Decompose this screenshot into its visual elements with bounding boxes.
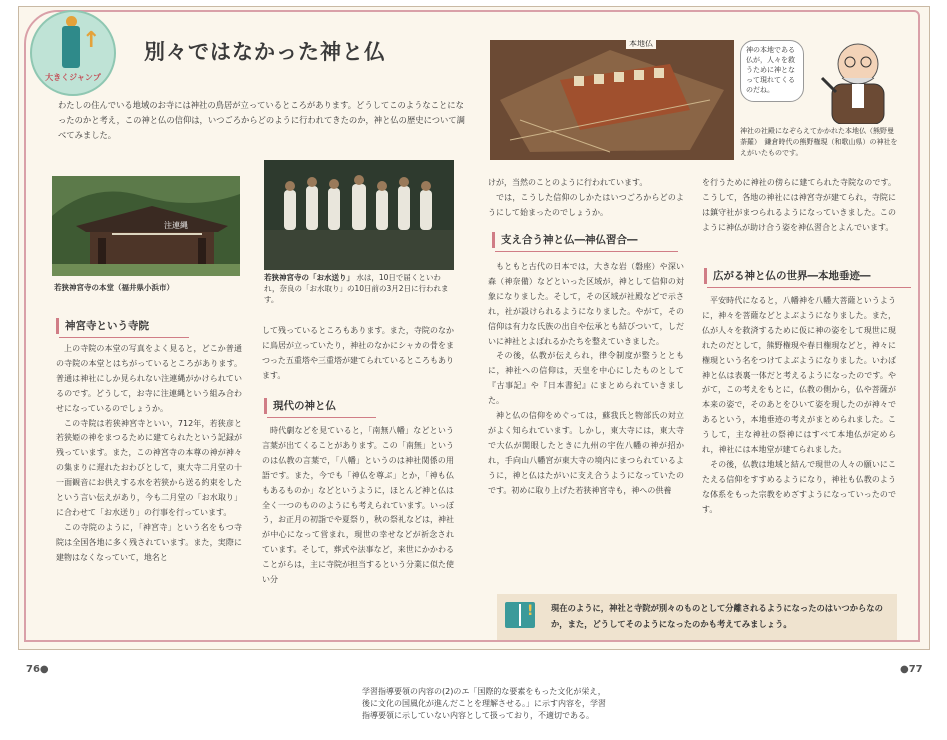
omizu-photo-image [264,160,454,270]
heading-gendai [264,398,336,414]
omizu-caption [264,272,456,305]
think-prompt-text: 現在のように，神社と寺院が別々のものとして分離されるようになったのはいつからなのか，また，どうしてそのようになったのかも考えてみましょう。 [551,603,883,629]
mandala-image [490,40,734,160]
page-number-right: ●77 [900,664,923,675]
heading-shinbutsu-shugo [492,232,638,248]
omizu-photo [264,160,454,270]
honjibutsu-label: 本地仏 [626,40,656,49]
column-2 [262,424,454,588]
up-arrow-icon: ↑ [82,28,101,53]
column-2-top: して残っているところもあります。また，寺院のなかに鳥居が立っていたり，神社のなかにシャカの骨をまつった五重塔や三重塔が建てられているところもあります。 [262,326,454,380]
think-prompt-box [497,594,897,640]
shimenawa-label: 注連縄 [164,221,188,230]
page-number-left: 76● [26,664,49,675]
heading-jinguji-text: 神宮寺という寺院 [65,320,149,332]
col3-paragraph: もともと古代の日本では，大きな岩（磐座）や深い森（神奈備）などといった区域が，神として信仰の対象になりました。そして，その区域が社殿などで示され，社が設けられるようになりました。やがて，その信仰は有力な氏族の出自や伝承とも結びついて，しだいに神社とよばれるかたちを整えていきました。 [488,262,684,346]
temple-photo-image [52,176,240,276]
mandala-caption: 神社の社殿になぞらえてかかれた本地仏（熊野曼荼羅） 鎌倉時代の熊野権現（和歌山県）の神社をえがいたものです。 [740,127,898,157]
heading-gendai-text: 現代の神と仏 [273,400,336,412]
omizu-caption-body: 水は，10日で届くといわれ，奈良の「お水取り」の10日前の3月2日に行われます。 [264,273,449,304]
mandala-painting [490,40,734,160]
jump-badge [30,10,116,96]
column-4 [702,294,896,518]
book-exclamation-icon: ! [505,602,535,628]
col1-paragraph: この寺院のように，「神宮寺」という名をもつ寺院は全国各地に多く残されています。また，実際に建物はなくなっていて，地名と [56,522,242,562]
heading-shinbutsu-shugo-text: 支え合う神と仏―神仏習合― [501,234,638,246]
col1-paragraph: 上の寺院の本堂の写真をよく見ると，どこか普通の寺院の本堂とはちがっているところがあります。普通は神社にしか見られない注連縄がかけられているのです。どうして，お寺に注連縄という組み合わせになっているのでしょうか。 [56,344,242,413]
col3-paragraph: その後，仏教が伝えられ，律令制度が整うとともに，神社への信仰は，天皇を中心にしたものとして『古事記』や『日本書紀』にまとめられていきました。 [488,351,684,406]
column-3 [488,260,684,499]
column-3-top [488,176,684,221]
heading-honji-suijaku [704,268,871,284]
col3-top-paragraph: では，こうした信仰のしかたはいつごろからどのようにして始まったのでしょうか。 [488,192,684,217]
column-4-top: を行うために神社の傍らに建てられた寺院なのです。こうして，各地の神社には神宮寺が建てられ，寺院には鎮守社がまつられるようになっていきました。このように神仏が助け合う姿を神仏習合とよんでいます。 [702,178,896,232]
temple-caption: 若狭神宮寺の本堂（福井県小浜市） [54,283,174,292]
professor-illustration [812,38,902,124]
col3-top-line: けが，当然のことのように行われています。 [488,178,648,187]
omizu-caption-title: 若狭神宮寺の「お水送り」 [264,273,354,282]
intro-text: わたしの住んでいる地域のお寺には神社の鳥居が立っているところがあります。どうしてこのようなことになったのかと考え，この神と仏の信仰は，いつごろからどのように行われてきたのか，神と仏の歴史について調べてみました。 [58,100,465,140]
column-1 [56,342,242,566]
badge-label: 大きくジャンプ [45,73,101,82]
col4-paragraph: その後，仏教は地域と結んで現世の人々の願いにこたえる信仰をすすめるようになり，神社も仏教のような体系をもった宗教をめざすようになっていったのです。 [702,459,896,514]
temple-photo [52,176,240,276]
heading-honji-suijaku-text: 広がる神と仏の世界―本地垂迹― [713,270,871,282]
curriculum-footnote: 学習指導要領の内容の(2)のエ「国際的な要素をもった文化が栄え，後に文化の国風化が進んだことを理解させる。」に示す内容を，学習指導要領に示していない内容として扱っており，不適切である。 [362,687,606,720]
col2-paragraph: 時代劇などを見ていると，「南無八幡」などという言葉が出てくることがあります。この「南無」というのは仏教の言葉で，「八幡」というのは神社関係の用語です。また，今でも「神仏を尊ぶ」とか，「神も仏もあるものか」などというように，ほとんど神と仏は全く一つのもののようにも考えられています。いっぽう，お正月の初詣でや夏祭り，秋の祭礼などは，神社が中心になって営まれ，現世の幸せなどが祈念されています。そして，葬式や法事など，来世にかかわることがらは，主に寺院が担当するという分業に似た使い分 [262,426,454,585]
heading-jinguji [56,318,149,334]
col4-paragraph: 平安時代になると，八幡神を八幡大菩薩というように，神々を菩薩などとよぶようになりました。また，仏が人々を救済するために仮に神の姿をして現世に現れたのだとして，熊野権現や春日権現などと，神々に権現という名をつけてよぶようになりました。いわば神と仏は表裏一体だと考えるようになったのです。やがて，この考えをもとに，仏教の側から，仏や菩薩が本来の姿で，そのあとをひいて姿を現したのが神々であるという，本地垂迹の考えがまとめられました。こうして，主な神社の祭神にはすべて本地仏が定められ，神社には本地堂が建てられました。 [702,296,896,455]
page-title: 別々ではなかった神と仏 [144,40,386,64]
col3-paragraph: 神と仏の信仰をめぐっては，蘇我氏と物部氏の対立がよく知られています。しかし，東大寺には，東大寺で大仏が開眼したときに九州の宇佐八幡の神が招かれ，手向山八幡宮が東大寺の境内にまつられているように，神と仏はたがいに支え合うようになっていたのです。初めに取り上げた若狭神宮寺も，神への供養 [488,411,684,495]
badge-post-icon [62,26,80,68]
col1-paragraph: この寺院は若狭神宮寺といい，712年，若狭彦と若狭姫の神をまつるために建てられたという記録が残っています。また，この神宮寺の本尊の神が神々の集まりに遅れたおわびとして，東大寺二月堂の十一面観音にお供えする水を若狭から送る約束をしたという言い伝えがあり，今も二月堂の「お水取り」に合わせて「お水送り」の行事を行っています。 [56,418,242,517]
speech-bubble: 神の本地である仏が，人々を救うために神となって現れてくるのだね。 [740,40,804,102]
